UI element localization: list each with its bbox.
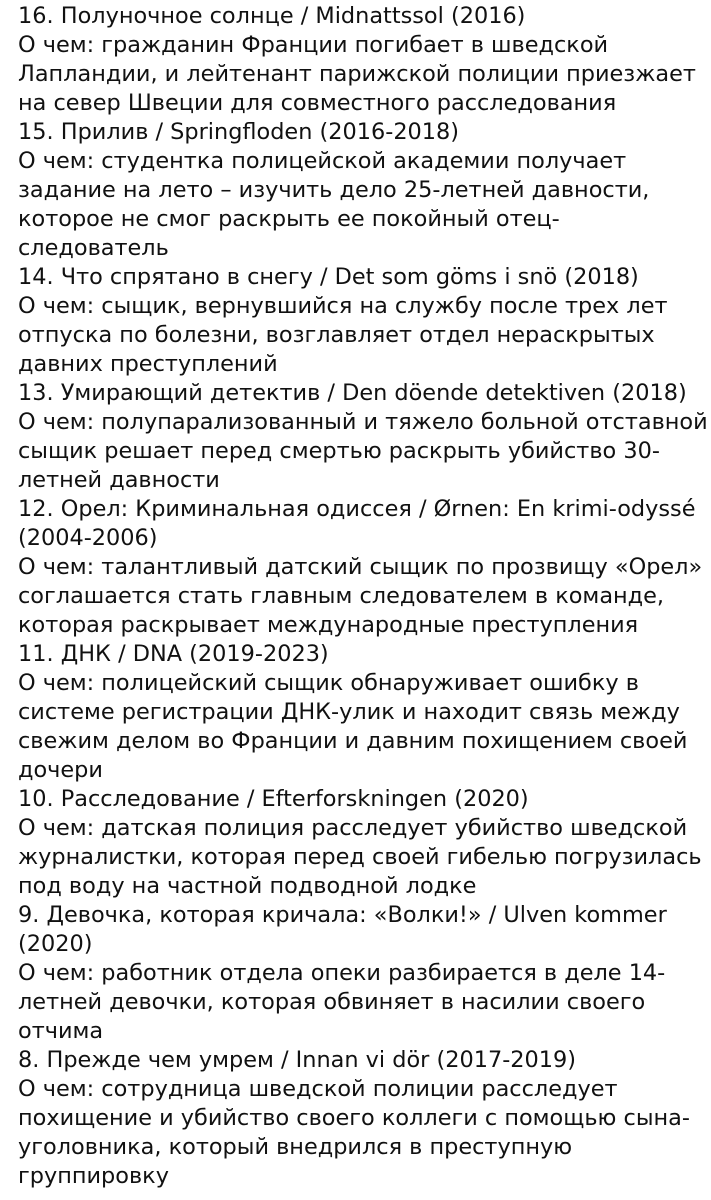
entry-15-description: задание на лето – изучить дело 25-летней давности, (18, 177, 650, 203)
entry-12-title: (2004-2006) (18, 525, 158, 551)
entry-15-description: которое не смог раскрыть ее покойный отец- (18, 206, 560, 232)
entry-11-description: свежим делом во Франции и давним похищением своей (18, 728, 688, 754)
entry-16-description: на север Швеции для совместного расследования (18, 90, 617, 116)
entry-16-description: Лапландии, и лейтенант парижской полиции приезжает (18, 61, 696, 87)
entry-14-title: 14. Что спрятано в снегу / Det som göms i snö (2018) (18, 264, 639, 290)
entry-13-description: О чем: полупарализованный и тяжело больной отставной (18, 409, 708, 435)
entry-9-title: 9. Девочка, которая кричала: «Волки!» / Ulven kommer (18, 902, 667, 928)
entry-16-title: 16. Полуночное солнце / Midnattssol (2016) (18, 3, 526, 29)
entry-9-description: отчима (18, 1018, 104, 1044)
entry-10-description: под воду на частной подводной лодке (18, 873, 477, 899)
entry-15-description: следователь (18, 235, 169, 261)
entry-13-description: сыщик решает перед смертью раскрыть убийство 30- (18, 438, 660, 464)
entry-12-description: О чем: талантливый датский сыщик по прозвищу «Орел» (18, 554, 703, 580)
entry-13-title: 13. Умирающий детектив / Den döende detektiven (2018) (18, 380, 687, 406)
entry-8-description: похищение и убийство своего коллеги с помощью сына- (18, 1105, 690, 1131)
entry-8-title: 8. Прежде чем умрем / Innan vi dör (2017-2019) (18, 1047, 577, 1073)
entry-10-description: О чем: датская полиция расследует убийство шведской (18, 815, 688, 841)
entry-10-title: 10. Расследование / Efterforskningen (2020) (18, 786, 529, 812)
entry-14-description: отпуска по болезни, возглавляет отдел нераскрытых (18, 322, 655, 348)
entry-8-description: О чем: сотрудница шведской полиции расследует (18, 1076, 618, 1102)
entry-9-description: летней девочки, которая обвиняет в насилии своего (18, 989, 646, 1015)
entry-13-description: летней давности (18, 467, 220, 493)
entry-12-title: 12. Орел: Криминальная одиссея / Ørnen: En krimi-odyssé (18, 496, 696, 522)
entry-16-description: О чем: гражданин Франции погибает в шведской (18, 32, 609, 58)
entry-15-title: 15. Прилив / Springfloden (2016-2018) (18, 119, 460, 145)
entry-14-description: давних преступлений (18, 351, 278, 377)
entry-11-title: 11. ДНК / DNA (2019-2023) (18, 641, 329, 667)
entry-8-description: уголовника, который внедрился в преступную (18, 1134, 573, 1160)
entry-10-description: журналистки, которая перед своей гибелью погрузилась (18, 844, 702, 870)
entry-8-description: группировку (18, 1163, 169, 1189)
entry-12-description: которая раскрывает международные преступления (18, 612, 639, 638)
entry-11-description: дочери (18, 757, 103, 783)
note-text (18, 2, 708, 1191)
entry-9-description: О чем: работник отдела опеки разбирается в деле 14- (18, 960, 666, 986)
entry-12-description: соглашается стать главным следователем в команде, (18, 583, 665, 609)
entry-14-description: О чем: сыщик, вернувшийся на службу после трех лет (18, 293, 668, 319)
entry-11-description: системе регистрации ДНК-улик и находит связь между (18, 699, 680, 725)
entry-11-description: О чем: полицейский сыщик обнаруживает ошибку в (18, 670, 639, 696)
entry-15-description: О чем: студентка полицейской академии получает (18, 148, 627, 174)
entry-9-title: (2020) (18, 931, 93, 957)
